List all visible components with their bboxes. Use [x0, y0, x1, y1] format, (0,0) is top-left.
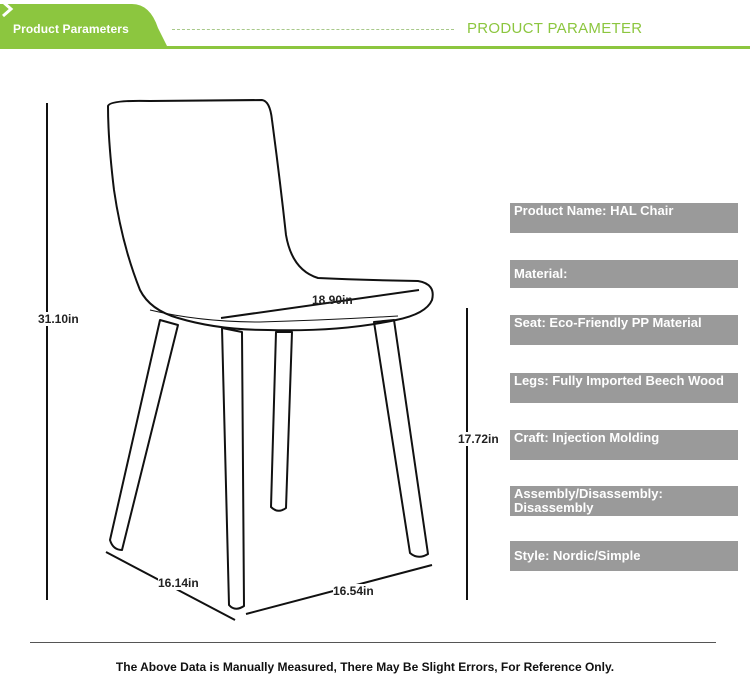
leg-right: [374, 320, 428, 557]
param-product-name: Product Name: HAL Chair: [510, 203, 738, 233]
tab-label: Product Parameters: [13, 22, 129, 36]
param-craft: Craft: Injection Molding: [510, 430, 738, 460]
footnote: The Above Data is Manually Measured, There May Be Slight Errors, For Reference Only.: [115, 660, 615, 674]
seat-width-label: 18.90in: [312, 293, 353, 307]
seat-height-label: 17.72in: [458, 432, 499, 446]
footer-rule: [30, 642, 716, 643]
param-assembly: Assembly/Disassembly: Disassembly: [510, 486, 738, 516]
section-title: PRODUCT PARAMETER: [467, 20, 643, 37]
total-height-label: 31.10in: [38, 312, 79, 326]
leg-front-middle: [222, 328, 244, 609]
width-label: 16.54in: [333, 584, 374, 598]
leg-front-left: [110, 320, 178, 550]
depth-label: 16.14in: [158, 576, 199, 590]
param-style: Style: Nordic/Simple: [510, 541, 738, 571]
param-material: Material:: [510, 260, 738, 288]
param-legs: Legs: Fully Imported Beech Wood: [510, 373, 738, 403]
leg-back: [271, 332, 292, 511]
param-seat: Seat: Eco-Friendly PP Material: [510, 315, 738, 345]
